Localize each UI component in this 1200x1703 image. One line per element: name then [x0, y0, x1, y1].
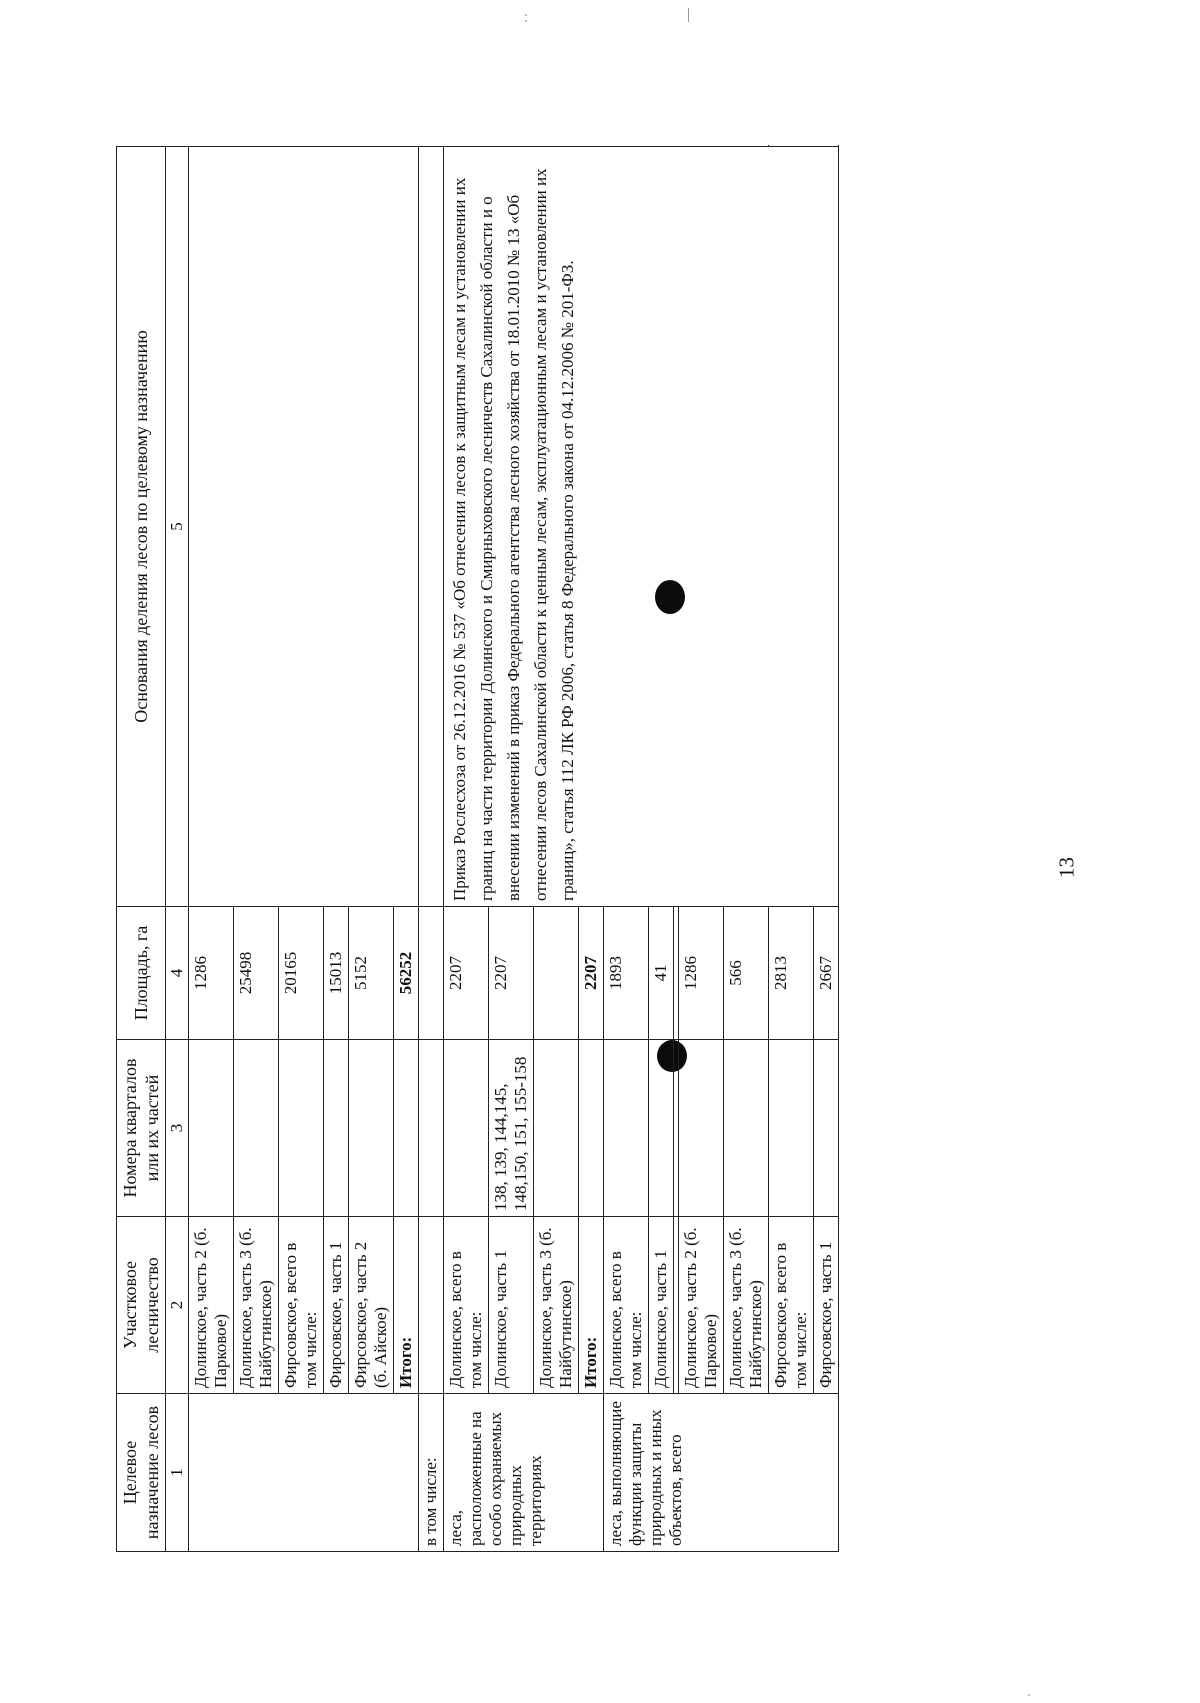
quarters-cell: [814, 1040, 839, 1217]
district-cell: Фирсовское, часть 1: [324, 1217, 349, 1394]
area-cell: 15013: [324, 907, 349, 1040]
quarters-cell: [349, 1040, 394, 1217]
quarters-cell: [649, 1040, 674, 1217]
area-cell: 25498: [234, 907, 279, 1040]
basis-cell-empty: [419, 147, 444, 907]
purpose-cell: [189, 1394, 419, 1552]
total-label: Итого:: [394, 1217, 419, 1394]
header-basis: Основания деления лесов по целевому назначению: [117, 147, 166, 907]
table-row: [189, 147, 234, 1552]
area-cell: 5152: [349, 907, 394, 1040]
quarters-cell: [724, 1040, 769, 1217]
area-cell: [534, 907, 579, 1040]
district-cell: Долинское, часть 1: [649, 1217, 674, 1394]
header-row: [117, 147, 166, 1552]
area-cell: 2207: [444, 907, 489, 1040]
quarters-cell: [579, 1040, 604, 1217]
scan-mark: [688, 8, 689, 22]
column-number: 4: [166, 907, 189, 1040]
column-number: 3: [166, 1040, 189, 1217]
quarters-cell: [769, 1040, 814, 1217]
forest-purpose-table: [116, 146, 839, 1552]
area-cell: 1286: [679, 907, 724, 1040]
total-label: Итого:: [579, 1217, 604, 1394]
area-cell: 20165: [279, 907, 324, 1040]
district-cell: Фирсовское, всего в том числе:: [769, 1217, 814, 1394]
area-cell: 41: [649, 907, 674, 1040]
total-area: 56252: [394, 907, 419, 1040]
quarters-cell: [279, 1040, 324, 1217]
district-cell: Долинское, всего в том числе:: [444, 1217, 489, 1394]
district-cell: Фирсовское, часть 2 (б. Айское): [349, 1217, 394, 1394]
quarters-cell: [234, 1040, 279, 1217]
district-cell: Фирсовское, всего в том числе:: [279, 1217, 324, 1394]
scan-speck: [525, 14, 527, 16]
district-cell: Долинское, часть 2 (б. Парковое): [189, 1217, 234, 1394]
column-number: 5: [166, 147, 189, 907]
area-cell: 2667: [814, 907, 839, 1040]
quarters-cell: [189, 1040, 234, 1217]
area-cell: 1893: [604, 907, 649, 1040]
district-cell: [419, 1217, 444, 1394]
quarters-cell: [534, 1040, 579, 1217]
column-numbering-row: [166, 147, 189, 1552]
district-cell: Долинское, часть 2 (б. Парковое): [679, 1217, 724, 1394]
column-number: 2: [166, 1217, 189, 1394]
scan-speck: [1028, 1694, 1030, 1696]
area-cell: 2813: [769, 907, 814, 1040]
district-cell: Долинское, часть 3 (б. Найбутинское): [234, 1217, 279, 1394]
header-district: Участковое лесничество: [117, 1217, 166, 1394]
total-area: 2207: [579, 907, 604, 1040]
district-cell: Долинское, часть 1: [489, 1217, 534, 1394]
rotated-table-page: [116, 147, 1181, 1552]
subheading-cell: в том числе:: [419, 1394, 444, 1552]
quarters-cell: [324, 1040, 349, 1217]
column-number: 1: [166, 1394, 189, 1552]
area-cell: 2207: [489, 907, 534, 1040]
quarters-cell: [679, 1040, 724, 1217]
quarters-cell: [444, 1040, 489, 1217]
basis-legal-text: Приказ Рослесхоза от 26.12.2016 № 537 «Об отнесении лесов к защитным лесам и установлении их границ на части территории Долинского и Смирныховского лесничеств Сахалинской области и о внесении изменений в приказ Федерального агентства лесного хозяйства от 18.01.2010 № 13 «Об отнесении лесов Сахалинской области к ценным лесам, эксплуатационным лесам и установлении их границ», статья 112 ЛК РФ 2006, статья 8 Федерального закона от 04.12.2006 № 201-ФЗ.: [444, 147, 839, 907]
district-cell: Фирсовское, часть 1: [814, 1217, 839, 1394]
table-row: [444, 147, 489, 1552]
area-cell: 1286: [189, 907, 234, 1040]
subheading-row: [419, 147, 444, 1552]
district-cell: Долинское, всего в том числе:: [604, 1217, 649, 1394]
quarters-cell: [394, 1040, 419, 1217]
purpose-cell: леса, расположенные на особо охраняемых природных территориях: [444, 1394, 604, 1552]
quarters-cell: [419, 1040, 444, 1217]
quarters-cell: 138, 139, 144,145, 148,150, 151, 155-158: [489, 1040, 534, 1217]
quarters-cell: [604, 1040, 649, 1217]
scan-speck: [525, 20, 527, 22]
header-quarters: Номера кварталов или их частей: [117, 1040, 166, 1217]
area-cell: 566: [724, 907, 769, 1040]
basis-cell-empty: [189, 147, 419, 907]
purpose-cell: леса, выполняющие функции защиты природных и иных объектов, всего: [604, 1394, 839, 1552]
area-cell: [419, 907, 444, 1040]
district-cell: Долинское, часть 3 (б. Найбутинское): [724, 1217, 769, 1394]
district-cell: Долинское, часть 3 (б. Найбутинское): [534, 1217, 579, 1394]
header-purpose: Целевое назначение лесов: [117, 1394, 166, 1552]
page-number: 13: [1054, 857, 1079, 878]
header-area: Площадь, га: [117, 907, 166, 1040]
